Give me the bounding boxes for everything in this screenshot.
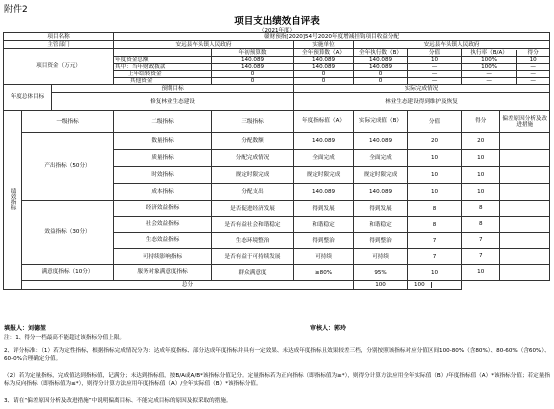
ind-actual[interactable]: 140.089 <box>354 184 408 201</box>
indicators-side-label: 绩效指标 <box>9 187 16 211</box>
fund-row-exec[interactable]: 0 <box>354 78 408 85</box>
ind-score[interactable]: 10 <box>408 265 462 281</box>
fund-row-budget[interactable]: 0 <box>212 71 294 78</box>
ind-col-score: 分值 <box>428 118 441 125</box>
ind-score[interactable]: 8 <box>408 217 462 233</box>
fund-row-rate[interactable]: 100% <box>462 64 517 70</box>
ind-level3: 分配完成情况 <box>212 150 294 167</box>
impl-label: 实施单位 <box>294 41 354 49</box>
ind-target[interactable]: 可持续 <box>294 249 354 265</box>
funds-col-got: 得分 <box>527 49 539 56</box>
ind-col-actual: 实际完成值（B） <box>354 111 408 133</box>
fund-row-budget[interactable]: 140.089 <box>212 57 294 64</box>
form-title: 项目支出绩效自评表 <box>234 16 320 27</box>
fund-row-score[interactable]: 10 <box>408 57 462 64</box>
ind-level3: 是否促进经济发展 <box>212 201 294 217</box>
ind-level3: 是否有益社会和谐稳定 <box>212 217 294 233</box>
note-2: 2、评分标准：（1）若为定性指标，根据指标完成情况分为：达成年度指标、部分达成年度指标并具有一定效果、未达成年度指标且效果较差三档，分别按照该指标对应分值区间100-80%（含80%）、80-60%（含60%）、60-0%合理确定分值。 <box>4 348 550 362</box>
ind-level3: 生态环境整治 <box>212 233 294 249</box>
ind-score[interactable]: 7 <box>408 249 462 265</box>
ind-actual[interactable]: 95% <box>354 265 408 281</box>
ind-col-level1: 一级指标 <box>22 111 114 133</box>
ind-got[interactable]: 7 <box>462 233 500 248</box>
goals-label: 年度总体目标 <box>4 85 52 111</box>
ind-got[interactable]: 8 <box>462 217 500 232</box>
reviewer-label: 审核人：郭玲 <box>310 325 347 332</box>
fund-row-got[interactable]: 10 <box>529 57 537 63</box>
ind-got[interactable]: 7 <box>462 249 500 264</box>
fund-row-annual[interactable]: 140.089 <box>294 57 354 64</box>
total-score[interactable]: 100 <box>354 281 408 290</box>
ind-level2: 服务对象满意度指标 <box>114 265 212 281</box>
ind-actual[interactable]: 全面完成 <box>354 150 408 167</box>
fund-row-annual[interactable]: 0 <box>294 71 354 78</box>
ind-actual[interactable]: 得到发展 <box>354 201 408 217</box>
ind-target[interactable]: 140.089 <box>294 133 354 150</box>
ind-level2: 数量指标 <box>114 133 212 150</box>
project-name-label: 项目名称 <box>4 33 114 41</box>
ind-level2: 经济效益指标 <box>114 201 212 217</box>
fund-row-rate[interactable]: — <box>462 71 517 77</box>
note-3: （2）若为定量指标，完成值达到指标值，记满分；未达到指标值，按B/A或A/B*该指标分值记分。定量指标若为正向指标（即指标值为≥*），则得分计算方法应用全年实际值（B）/年度指标值（A）*该指标分值；若定量指标为反向指标（即指标值为≤*），则得分计算方法应用年度指标值（A）/全年实际值（B）*该指标分值。 <box>4 373 550 387</box>
project-name[interactable]: 赣财预指[2020]54号2020年度增减挂钩项目收益分配 <box>114 33 550 41</box>
filler-label: 填报人：刘德堃 <box>4 325 47 332</box>
ind-target[interactable]: 全面完成 <box>294 150 354 167</box>
ind-level2: 生态效益指标 <box>114 233 212 249</box>
fund-row-name: 年度资金总额 <box>114 57 212 64</box>
note-4: 3、请在“偏差原因分析及改进措施”中说明偏离目标、不能完成目标的原因及拟采取的措施。 <box>4 398 232 404</box>
fund-row-rate[interactable]: 100% <box>462 57 517 63</box>
note-1: 注：1、得分一档最高不能超过该指标分值上限。 <box>4 335 126 341</box>
total-label: 总分 <box>22 281 354 290</box>
ind-target[interactable]: 得到整治 <box>294 233 354 249</box>
ind-actual[interactable]: 规定时限完成 <box>354 167 408 184</box>
ind-col-level3: 三级指标 <box>212 111 294 133</box>
form-year: （2021年度） <box>259 28 295 34</box>
ind-col-got: 得分 <box>462 111 500 132</box>
ind-got[interactable]: 20 <box>462 133 500 149</box>
ind-level3: 分配数额 <box>212 133 294 150</box>
ind-score[interactable]: 8 <box>408 201 462 217</box>
ind-level1: 满意度指标（10分） <box>22 265 114 281</box>
ind-target[interactable]: 得到发展 <box>294 201 354 217</box>
ind-got[interactable]: 10 <box>462 265 500 280</box>
fund-row-got[interactable]: — <box>530 71 536 77</box>
funds-col-exec: 全年执行数（B） <box>354 49 408 57</box>
ind-score[interactable]: 10 <box>408 150 462 167</box>
ind-level1: 效益指标（30分） <box>22 201 114 265</box>
total-got[interactable]: 100 <box>408 282 432 288</box>
goals-expected[interactable]: 修复林业生态建设 <box>52 93 294 111</box>
ind-actual[interactable]: 和谐稳定 <box>354 217 408 233</box>
fund-row-got[interactable]: — <box>530 78 536 84</box>
fund-row-exec[interactable]: 0 <box>354 71 408 78</box>
fund-row-score[interactable]: — <box>408 64 462 71</box>
impl-value[interactable]: 安远县车头镇人民政府 <box>354 41 550 49</box>
fund-row-exec[interactable]: 140.089 <box>354 64 408 71</box>
fund-row-name: 其他资金 <box>114 78 212 85</box>
ind-target[interactable]: 规定时限完成 <box>294 167 354 184</box>
fund-row-got[interactable]: — <box>530 64 536 70</box>
goals-actual-label: 实际完成情况 <box>294 85 550 93</box>
ind-level2: 社会效益指标 <box>114 217 212 233</box>
ind-level2: 可持续影响指标 <box>114 249 212 265</box>
ind-level2: 成本指标 <box>114 184 212 201</box>
fund-row-rate[interactable]: — <box>462 78 517 84</box>
funds-col-budget: 年初预算数 <box>212 49 294 57</box>
ind-col-reason: 偏差原因分析及改进措施 <box>502 115 548 128</box>
fund-row-name: 上年结转资金 <box>114 71 212 78</box>
attachment-label: 附件2 <box>4 5 28 15</box>
ind-score[interactable]: 7 <box>408 233 462 249</box>
ind-score[interactable]: 20 <box>408 133 462 150</box>
ind-level2: 时效指标 <box>114 167 212 184</box>
ind-level3: 分配支出 <box>212 184 294 201</box>
ind-got[interactable]: 10 <box>462 184 500 200</box>
ind-level2: 质量指标 <box>114 150 212 167</box>
evaluation-table <box>3 32 550 290</box>
ind-got[interactable]: 8 <box>462 201 500 216</box>
ind-got[interactable]: 10 <box>462 167 500 183</box>
ind-target[interactable]: 140.089 <box>294 184 354 201</box>
fund-row-annual[interactable]: 0 <box>294 78 354 85</box>
fund-row-exec[interactable]: 140.089 <box>354 57 408 64</box>
dept-label: 主管部门 <box>4 41 114 49</box>
ind-level3: 是否有益于可持续发展 <box>212 249 294 265</box>
funds-label: 项目资金（万元） <box>4 49 114 85</box>
goals-actual[interactable]: 林业生态建设得到维护及恢复 <box>294 93 550 111</box>
ind-level1: 产出指标（50分） <box>22 133 114 201</box>
funds-col-rate: 执行率（B/A） <box>462 50 517 56</box>
goals-expected-label: 预期目标 <box>52 85 294 93</box>
ind-actual[interactable]: 140.089 <box>354 133 408 150</box>
ind-col-target: 年度指标值（A） <box>294 111 354 133</box>
ind-score[interactable]: 10 <box>408 167 462 184</box>
fund-row-budget[interactable]: 0 <box>212 78 294 85</box>
dept-value[interactable]: 安远县车头镇人民政府 <box>114 41 294 49</box>
ind-target[interactable]: ≥80% <box>294 265 354 281</box>
fund-row-name: 其中：当年财政拨款 <box>114 64 212 71</box>
ind-level3: 群众满意度 <box>212 265 294 281</box>
ind-score[interactable]: 10 <box>408 184 462 201</box>
fund-row-score[interactable]: — <box>408 78 462 85</box>
ind-target[interactable]: 和谐稳定 <box>294 217 354 233</box>
ind-actual[interactable]: 得到整治 <box>354 233 408 249</box>
ind-actual[interactable]: 可持续 <box>354 249 408 265</box>
fund-row-annual[interactable]: 140.089 <box>294 64 354 71</box>
funds-col-annual: 全年预算数（A） <box>294 49 354 57</box>
ind-col-level2: 二级指标 <box>114 111 212 133</box>
fund-row-budget[interactable]: 140.089 <box>212 64 294 71</box>
fund-row-score[interactable]: — <box>408 71 462 78</box>
funds-col-score: 分值 <box>408 49 462 57</box>
ind-level3: 规定时限完成 <box>212 167 294 184</box>
ind-got[interactable]: 10 <box>462 150 500 166</box>
